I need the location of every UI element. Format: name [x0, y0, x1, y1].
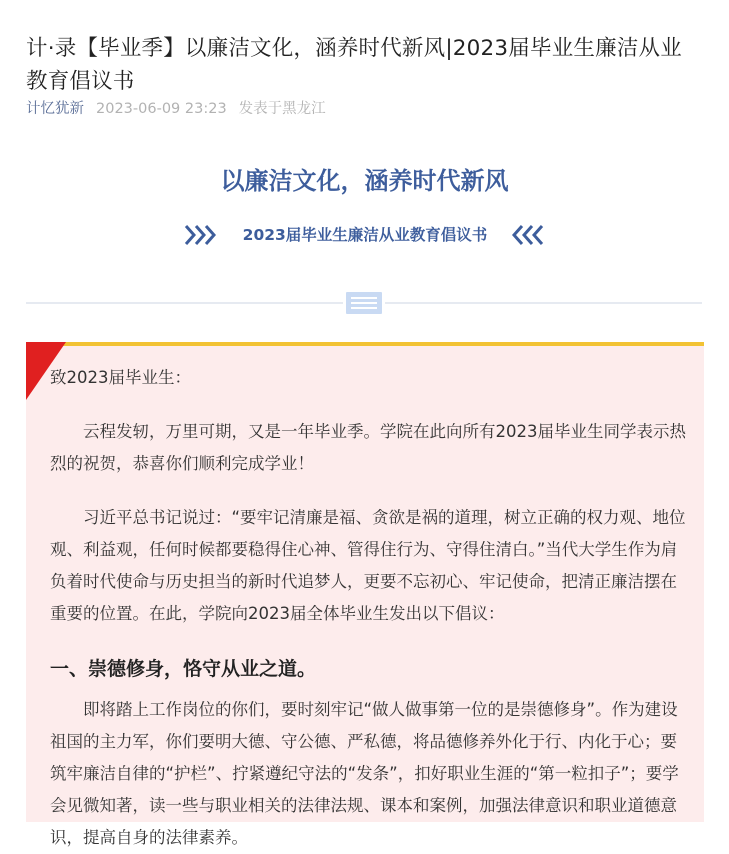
paragraph-quote: 习近平总书记说过：“要牢记清廉是福、贪欲是祸的道理，树立正确的权力观、地位观、利益观，任何时候都要稳得住心神、管得住行为、守得住清白。”当代大学生作为肩负着时代使命与历史担当的新时代追梦人，更要不忘初心、牢记使命，把清正廉洁摆在重要的位置。在此，学院向2023届全体毕业生发出以下倡议： — [50, 508, 686, 623]
article-title: 计·录【毕业季】以廉洁文化，涵养时代新风|2023届毕业生廉洁从业教育倡议书 — [26, 36, 682, 95]
triple-chevron-right-icon — [184, 223, 220, 251]
triple-chevron-left-icon — [508, 223, 544, 251]
author-link[interactable]: 计忆犹新 — [26, 101, 84, 117]
paragraph-congratulations: 云程发轫，万里可期，又是一年毕业季。学院在此向所有2023届毕业生同学表示热烈的祝贺，恭喜你们顺利完成学业！ — [50, 422, 686, 473]
publish-date: 2023-06-09 23:23 — [96, 101, 227, 117]
publish-location: 发表于黑龙江 — [238, 101, 326, 117]
section-heading: 一、崇德修身，恪守从业之道。 — [50, 658, 317, 680]
banner-subheadline-row — [0, 220, 705, 250]
article-meta — [26, 98, 326, 120]
stacked-lines-icon — [343, 292, 385, 314]
letter-card — [26, 342, 704, 847]
section-text: 即将踏上工作岗位的你们，要时刻牢记“做人做事第一位的是崇德修身”。作为建设祖国的主力军，你们要明大德、守公德、严私德，将品德修养外化于行、内化于心；要筑牢廉洁自律的“护栏”、拧紧遵纪守法的“发条”，扣好职业生涯的“第一粒扣子”；要学会见微知著，读一些与职业相关的法律法规、课本和案例，加强法律意识和职业道德意识，提高自身的法律素养。 — [50, 700, 679, 847]
salutation: 致2023届毕业生： — [50, 368, 191, 387]
card-top-bar — [56, 342, 704, 346]
banner-headline: 以廉洁文化，涵养时代新风 — [220, 167, 509, 195]
banner-subheadline: 2023届毕业生廉洁从业教育倡议书 — [242, 226, 488, 244]
letter-content — [50, 362, 688, 854]
